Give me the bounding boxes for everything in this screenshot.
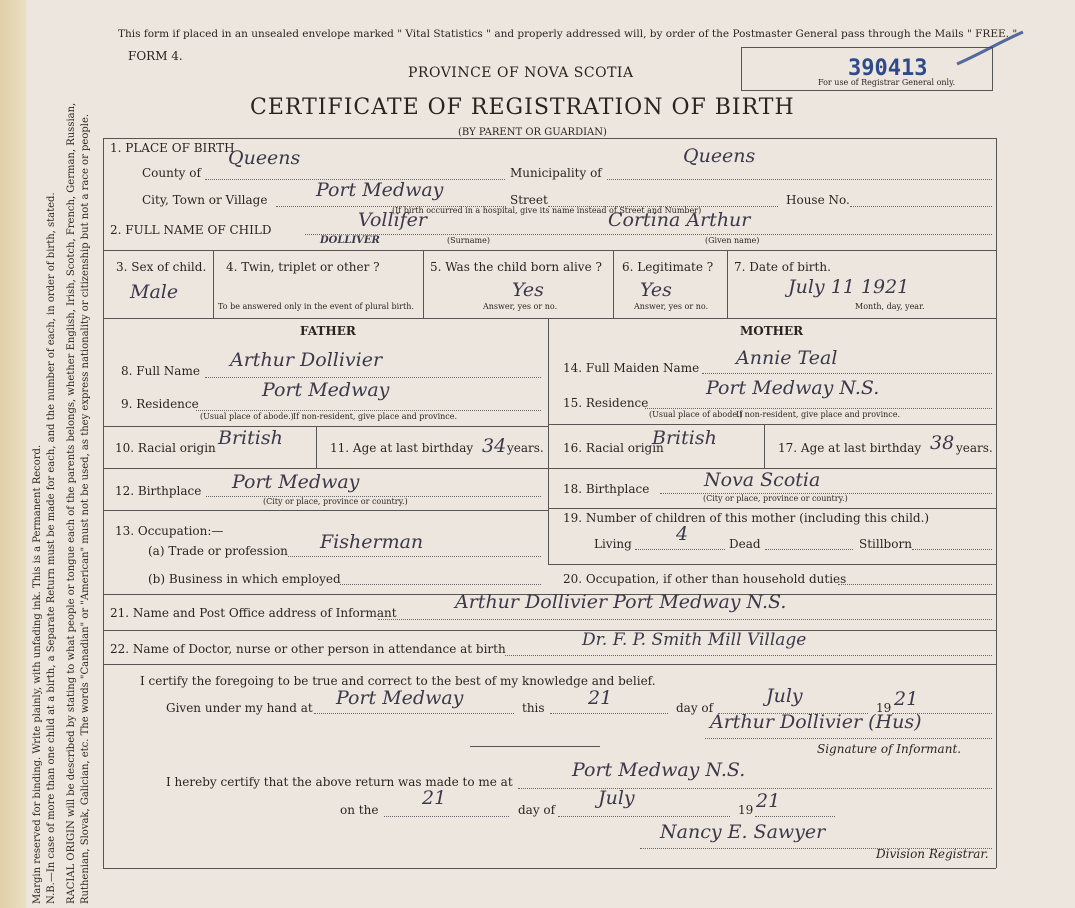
return-place-line	[518, 788, 992, 789]
return-day-value: 21	[422, 787, 447, 809]
registrar-signature: Nancy E. Sawyer	[660, 821, 826, 843]
living-value: 4	[676, 523, 689, 545]
informant-line	[378, 619, 992, 620]
hospital-note: (If birth occurred in a hospital, give its name instead of Street and Number)	[392, 206, 702, 215]
legitimate-value: Yes	[640, 279, 672, 301]
registered-number: 390413	[848, 56, 928, 81]
return-day-line	[384, 816, 509, 817]
full-name-label: 2. FULL NAME OF CHILD	[110, 223, 272, 237]
hereby-statement: I hereby certify that the above return was made to me at	[166, 775, 513, 789]
father-residence-value: Port Medway	[262, 379, 390, 401]
municipality-line	[607, 179, 992, 180]
divider-3-4	[213, 250, 214, 318]
date-of-birth-label: 7. Date of birth.	[734, 260, 831, 274]
mother-city-caption: (City or place, province or country.)	[703, 494, 848, 503]
dead-line	[765, 549, 853, 550]
mother-usual-place-caption: (Usual place of abode.)	[649, 410, 743, 419]
parents-divider	[548, 318, 549, 564]
divider-5-6	[613, 250, 614, 318]
street-label: Street	[510, 193, 548, 207]
mother-birthplace-label: 18. Birthplace	[563, 482, 650, 496]
return-month-line	[558, 816, 730, 817]
mail-note: This form if placed in an unsealed envelope marked " Vital Statistics " and properly addressed will, by order of the Postmaster General pass through the Mails " FREE. "	[118, 28, 1018, 40]
county-value: Queens	[228, 147, 301, 169]
house-no-line	[850, 206, 992, 207]
informant-value: Arthur Dollivier Port Medway N.S.	[455, 591, 787, 613]
divider-4-5	[423, 250, 424, 318]
year-prefix-label: 19	[876, 701, 892, 715]
signature-informant-caption: Signature of Informant.	[817, 742, 962, 756]
born-alive-caption: Answer, yes or no.	[483, 302, 558, 311]
house-no-label: House No.	[786, 193, 850, 207]
mother-residence-label: 15. Residence	[563, 396, 649, 410]
father-birthplace-value: Port Medway	[232, 471, 360, 493]
return-place-value: Port Medway N.S.	[572, 759, 746, 781]
municipality-label: Municipality of	[510, 166, 602, 180]
surname-caption: (Surname)	[447, 236, 490, 245]
mother-occupation-line	[838, 584, 992, 585]
father-nonresident-caption: If non-resident, give place and province.	[293, 412, 458, 421]
dead-label: Dead	[729, 537, 761, 551]
divider-6-7	[727, 250, 728, 318]
year-prefix-label-2: 19	[738, 803, 754, 817]
given-hand-label: Given under my hand at	[166, 701, 313, 715]
registrar-use-note: For use of Registrar General only.	[818, 78, 956, 87]
given-name-value: Cortina Arthur	[608, 209, 751, 231]
mother-racial-label: 16. Racial origin	[563, 441, 664, 455]
mother-age-value: 38	[930, 432, 955, 454]
mother-racial-value: British	[652, 427, 717, 449]
day-of-label: day of	[676, 701, 714, 715]
place-of-birth-label: 1. PLACE OF BIRTH	[110, 141, 235, 155]
father-row-13-top	[103, 510, 548, 511]
children-count-label: 19. Number of children of this mother (including this child.)	[563, 511, 930, 525]
twin-label: 4. Twin, triplet or other ?	[226, 260, 380, 274]
row-3-top	[103, 250, 996, 251]
legitimate-caption: Answer, yes or no.	[634, 302, 709, 311]
province-heading: PROVINCE OF NOVA SCOTIA	[408, 65, 634, 81]
mother-maiden-label: 14. Full Maiden Name	[563, 361, 700, 375]
father-racial-value: British	[218, 427, 283, 449]
separator-line	[470, 746, 600, 747]
sex-value: Male	[130, 281, 179, 303]
father-age-label: 11. Age at last birthday	[330, 441, 474, 455]
margin-binding-note: Margin reserved for binding. Write plainly, with unfading ink. This is a Permanent Record.	[32, 444, 43, 904]
frame-left	[103, 138, 104, 868]
mother-row-19-top	[548, 508, 996, 509]
father-residence-label: 9. Residence	[121, 397, 199, 411]
municipality-value: Queens	[683, 145, 756, 167]
given-month-value: July	[766, 685, 803, 707]
informant-signature: Arthur Dollivier (Hus)	[710, 711, 922, 733]
doctor-top	[103, 630, 996, 631]
given-at-line	[314, 713, 514, 714]
born-alive-label: 5. Was the child born alive ?	[430, 260, 602, 274]
mother-nonresident-caption: If non-resident, give place and province.	[736, 410, 901, 419]
margin-racial-origin-note-2: Ruthenian, Slovak, Galician, etc. The words "Canadian" or "American" must not be used, as they express nationality or citizenship but not a race or people.	[80, 113, 91, 904]
mother-occupation-label: 20. Occupation, if other than household duties	[563, 572, 847, 586]
informant-label: 21. Name and Post Office address of Informant	[110, 606, 397, 620]
frame-top	[103, 138, 996, 139]
business-line	[340, 584, 541, 585]
form-number: FORM 4.	[128, 49, 183, 63]
signature-line	[705, 738, 992, 739]
father-racial-label: 10. Racial origin	[115, 441, 216, 455]
father-row-12-top	[103, 468, 548, 469]
return-year-line	[755, 816, 835, 817]
father-residence-line	[196, 410, 541, 411]
ink-stroke	[955, 28, 1025, 68]
twin-note: To be answered only in the event of plural birth.	[218, 302, 414, 311]
father-name-line	[205, 377, 541, 378]
city-value: Port Medway	[316, 179, 444, 201]
legitimate-label: 6. Legitimate ?	[622, 260, 714, 274]
return-year-value: 21	[756, 790, 781, 812]
surname-correction: DOLLIVER	[320, 235, 380, 246]
father-row-10-top	[103, 426, 548, 427]
division-registrar-caption: Division Registrar.	[876, 847, 989, 861]
frame-bottom	[103, 868, 996, 869]
date-format-caption: Month, day, year.	[855, 302, 925, 311]
parents-top	[103, 318, 996, 319]
doctor-line	[505, 655, 992, 656]
father-birthplace-label: 12. Birthplace	[115, 484, 202, 498]
given-name-caption: (Given name)	[705, 236, 760, 245]
mother-age-divider	[764, 424, 765, 468]
binding-edge	[0, 0, 26, 908]
doctor-label: 22. Name of Doctor, nurse or other person in attendance at birth	[110, 642, 506, 656]
on-the-label: on the	[340, 803, 379, 817]
date-of-birth-value: July 11 1921	[788, 276, 910, 298]
mother-residence-line	[645, 408, 992, 409]
certificate-subtitle: (BY PARENT OR GUARDIAN)	[458, 127, 607, 138]
city-label: City, Town or Village	[142, 193, 268, 207]
stillborn-label: Stillborn	[859, 537, 912, 551]
county-label: County of	[142, 166, 201, 180]
sex-label: 3. Sex of child.	[116, 260, 207, 274]
stillborn-line	[912, 549, 992, 550]
given-at-value: Port Medway	[336, 687, 464, 709]
trade-label: (a) Trade or profession	[148, 544, 288, 558]
mother-maiden-value: Annie Teal	[736, 347, 838, 369]
father-name-value: Arthur Dollivier	[230, 349, 383, 371]
certificate-title: CERTIFICATE OF REGISTRATION OF BIRTH	[250, 95, 795, 120]
mother-maiden-line	[702, 373, 992, 374]
frame-right	[996, 138, 997, 868]
mother-birthplace-value: Nova Scotia	[704, 469, 821, 491]
this-label: this	[522, 701, 545, 715]
day-of-label-2: day of	[518, 803, 556, 817]
trade-value: Fisherman	[320, 531, 424, 553]
father-years-label: years.	[507, 441, 544, 455]
given-year-value: 21	[894, 688, 919, 710]
mother-residence-value: Port Medway N.S.	[706, 377, 880, 399]
father-age-divider	[316, 426, 317, 468]
father-name-label: 8. Full Name	[121, 364, 200, 378]
certify-statement: I certify the foregoing to be true and correct to the best of my knowledge and belief.	[140, 674, 656, 688]
father-heading: FATHER	[300, 324, 356, 338]
living-label: Living	[594, 537, 632, 551]
mother-age-label: 17. Age at last birthday	[778, 441, 922, 455]
margin-multiple-birth-note: N.B.—In case of more than one child at a birth, a Separate Return must be made for each, and the number of each, in order of birth, stated.	[46, 192, 57, 904]
return-month-value: July	[598, 787, 635, 809]
father-city-caption: (City or place, province or country.)	[263, 497, 408, 506]
given-day-line	[550, 713, 668, 714]
mother-row-20-top	[548, 564, 996, 565]
doctor-value: Dr. F. P. Smith Mill Village	[582, 630, 807, 650]
business-label: (b) Business in which employed	[148, 572, 341, 586]
mother-years-label: years.	[956, 441, 993, 455]
trade-line	[288, 556, 541, 557]
father-usual-place-caption: (Usual place of abode.)	[200, 412, 294, 421]
father-occupation-label: 13. Occupation:—	[115, 524, 224, 538]
given-day-value: 21	[588, 687, 613, 709]
living-line	[635, 549, 725, 550]
certification-top	[103, 664, 996, 665]
father-age-value: 34	[482, 435, 507, 457]
margin-racial-origin-note: RACIAL ORIGIN will be described by stating to what people or tongue each of the parents belongs, whether English, Irish, Scotch, French, German, Russian,	[66, 102, 77, 904]
mother-row-16-top	[548, 424, 996, 425]
born-alive-value: Yes	[512, 279, 544, 301]
surname-value: Vollifer	[358, 209, 428, 231]
mother-heading: MOTHER	[740, 324, 804, 338]
name-line	[305, 234, 992, 235]
